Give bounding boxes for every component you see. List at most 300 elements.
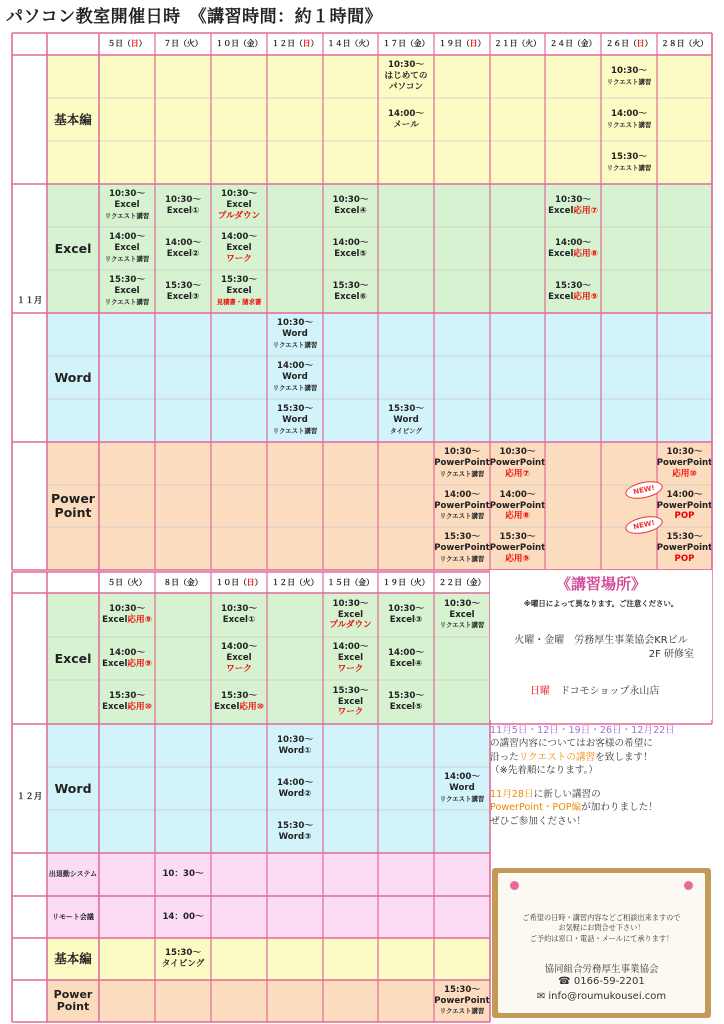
date-weekday: 火 [302,577,311,587]
session-cell[interactable] [434,767,490,810]
session-text: 14:00～ [277,777,313,788]
info-panel [490,724,712,858]
session-text: ワーク [337,663,364,674]
session-text: 応用⑨ [505,553,530,564]
session-text: リクエスト講習 [439,1007,485,1016]
date-weekday: 火 [692,39,701,49]
session-text: パソコン [388,81,424,92]
session-text: 15:30～ [499,532,536,543]
session-text: 15:30～ [277,404,313,415]
session-text: 応用⑦ [505,468,530,479]
session-text: Excel [548,291,574,302]
session-text: 14:00～ [332,237,369,248]
session-cell[interactable] [99,184,155,227]
session-text: 10:30～ [555,194,591,205]
session-text: Word [282,329,308,340]
session-text: Excel⑤ [334,248,367,259]
date-weekday: 火 [413,577,422,587]
date-day: １４日（ [327,39,359,49]
contact-board [492,868,711,1018]
session-text: 15:30～ [165,948,201,959]
phone-number[interactable]: ☎ 0166-59-2201 [558,976,645,987]
date-day: ２４日（ [549,39,581,49]
session-text: 14:00～ [666,489,703,500]
info-text: 沿った [490,751,519,763]
venue-sunday-place: ドコモショップ永山店 [560,686,660,697]
date-weekday: 火 [358,39,367,49]
session-text: Word [449,783,475,794]
date-header: ５日（火） [107,577,147,587]
session-cell[interactable] [490,527,545,570]
session-cell[interactable] [211,270,267,313]
session-text: リクエスト講習 [104,254,150,263]
date-weekday: 金 [580,39,589,49]
date-weekday: 金 [186,577,195,587]
venue-panel [490,570,712,720]
session-text: Excel [337,696,364,707]
session-text: POP [674,511,695,522]
session-cell[interactable] [267,810,323,853]
date-header: １０日（日） [215,577,263,587]
session-text: 15:30～ [221,275,257,286]
session-text: 見積書・請求書 [216,297,262,306]
session-text: リクエスト講習 [272,426,318,435]
session-cell[interactable] [323,680,378,724]
session-text: リクエスト講習 [439,794,485,803]
session-text: 14:00～ [221,642,257,653]
category-label: 基本編 [54,951,92,967]
session-cell[interactable] [323,227,378,270]
date-weekday: 日 [302,39,311,49]
session-text: 10:30～ [277,734,313,745]
session-text: 10:30～ [666,447,703,458]
session-text-highlight: 応用⑩ [239,702,264,712]
date-day: ５日（ [107,39,131,49]
session-text: Excel③ [389,615,423,625]
session-cell[interactable] [211,680,267,724]
date-day: ５日（ [107,577,131,587]
session-cell[interactable] [378,637,434,680]
date-day: ２８日（ [661,39,693,49]
category-label: Excel [54,650,92,666]
pin-icon [510,881,519,890]
date-day: １０日（ [215,39,247,49]
session-text: Excel [114,243,140,254]
session-cell[interactable] [378,55,434,98]
date-day: ２２日（ [438,577,470,587]
date-weekday: 日 [636,39,645,49]
session-text: 応用⑧ [505,511,530,522]
session-text: 15:30～ [611,151,647,162]
session-text: Excel [337,609,364,620]
session-text: PowerPoint [490,500,545,511]
date-header: １５日（金） [327,577,374,587]
session-cell[interactable] [267,724,323,767]
category-band [47,980,490,1022]
session-cell[interactable] [490,485,545,527]
session-text: ワーク [337,707,364,718]
info-highlight: リクエストの講習 [518,751,596,763]
session-text-highlight: 応用⑨ [127,615,152,625]
session-text: 15:30～ [666,532,703,543]
session-text-highlight: 応用⑨ [127,658,152,669]
session-text: Excel [548,248,574,259]
venue-room-label: 2F 研修室 [648,648,694,660]
session-cell[interactable] [434,442,490,485]
category-label: 基本編 [54,111,92,127]
date-day: １９日（ [382,577,414,587]
session-text: Excel② [166,248,200,259]
session-text: 10:30～ [332,194,369,205]
session-text: PowerPoint [434,995,490,1006]
info-text: を致します！ [595,751,653,763]
session-text: Excel③ [166,291,200,302]
category-band [47,896,490,938]
session-cell[interactable] [99,593,155,637]
session-cell[interactable] [601,98,657,141]
session-cell[interactable] [99,680,155,724]
date-day: ８日（ [163,577,187,587]
session-text: 10:30～ [332,598,369,609]
session-cell[interactable] [434,980,490,1022]
session-text: リクエスト講習 [606,77,652,86]
session-text-highlight: 応用⑦ [573,205,598,216]
session-cell[interactable] [378,680,434,724]
new-badge: NEW! [624,513,664,537]
session-text: 14:00～ [332,642,369,653]
venue-title: 《講習場所》 [555,575,646,593]
session-text: 10:30～ [444,447,480,458]
session-text: Word② [278,788,312,799]
session-cell[interactable] [267,767,323,810]
session-text: タイピング [390,426,422,435]
contact-line: ご予約は窓口・電話・メールにて承ります！ [529,933,674,943]
session-text: PowerPoint [657,543,712,554]
date-header: ２４日（金） [549,39,597,49]
date-weekday: 金 [246,39,255,49]
session-text: 10:30～ [109,189,145,200]
session-cell[interactable] [657,527,712,570]
contact-message [498,913,705,944]
session-text: 14:00～ [109,232,145,243]
category-label: Word [54,780,92,796]
session-cell[interactable] [267,313,323,356]
session-text-highlight: 応用⑨ [573,291,598,302]
date-header: １４日（火） [327,39,374,49]
date-header: ２６日（日） [605,39,653,49]
venue-sunday-label: 日曜 [530,686,550,697]
month-label: １２月 [16,791,43,802]
date-day: １２日（ [271,577,303,587]
session-text: 10:30～ [221,189,257,200]
venue-note: ※曜日によって異なります。ご注意ください。 [523,599,679,608]
session-text: リクエスト講習 [104,211,150,220]
session-text: リクエスト講習 [606,120,652,129]
date-weekday: 日 [469,39,478,49]
session-text: Word [393,415,419,426]
session-text: 14:00～ [499,489,536,500]
session-text: Excel [226,653,252,664]
contact-line: ご希望の日時・講習内容などご相談出来ますので [522,913,681,922]
session-text: Excel [548,205,574,216]
date-day: ２１日（ [494,39,526,49]
session-cell[interactable] [99,227,155,270]
session-text: 10:30～ [109,604,145,615]
session-text: Excel [114,286,140,297]
date-header: １９日（日） [438,39,486,49]
category-band [47,853,490,896]
date-weekday: 日 [130,39,139,49]
session-text-highlight: 応用⑩ [127,702,152,712]
session-text: 10:30～ [388,604,424,615]
session-text: PowerPoint [490,543,545,554]
session-cell[interactable] [155,270,211,313]
date-day: １７日（ [382,39,414,49]
session-text: 15:30～ [221,691,257,702]
session-cell[interactable] [545,184,601,227]
session-text: Word③ [278,831,312,842]
session-text: リクエスト講習 [439,469,485,478]
session-text: 14:00～ [444,772,480,783]
session-text: 14:00～ [221,232,257,243]
session-text: リクエスト講習 [439,554,485,563]
session-text: プルダウン [217,210,261,221]
category-band [47,442,712,570]
session-cell[interactable] [323,593,378,637]
session-text: Excel [214,702,240,712]
date-day: １０日（ [215,577,247,587]
session-text: Excel [114,200,140,211]
date-header: １７日（金） [382,39,430,49]
date-header: ５日（日） [107,39,147,49]
date-weekday: 金 [413,39,422,49]
date-day: １２日（ [271,39,303,49]
session-cell[interactable] [434,593,490,637]
session-text: 14:00～ [555,237,591,248]
date-weekday: 金 [358,577,367,587]
session-text: 15:30～ [388,404,424,415]
category-label: Power Point [51,491,95,520]
session-text: Excel① [222,615,256,625]
session-text: PowerPoint [434,500,490,511]
session-cell[interactable] [155,184,211,227]
session-text: PowerPoint [490,458,545,469]
date-day: １９日（ [438,39,470,49]
contact-line: お気軽にお問合せ下さい！ [558,923,645,933]
contact-paper [498,873,705,1013]
session-text: リクエスト講習 [439,512,485,521]
category-label: 出退勤システム [48,870,98,879]
session-text: 10:30～ [388,60,424,71]
date-weekday: 火 [525,39,534,49]
session-cell[interactable] [323,184,378,227]
session-text: 15:30～ [332,685,369,696]
organization-name: 協同組合労務厚生事業協会 [544,964,659,975]
category-label: Word [54,369,92,385]
session-cell[interactable] [545,227,601,270]
session-cell[interactable] [155,896,211,938]
session-text: Excel [337,653,364,664]
session-cell[interactable] [378,399,434,442]
session-cell[interactable] [99,270,155,313]
date-header: １９日（火） [382,577,430,587]
session-text: POP [674,553,695,564]
session-text: 10:30～ [499,447,536,458]
date-day: ２６日（ [605,39,637,49]
session-text: リクエスト講習 [439,621,485,630]
session-text: リクエスト講習 [272,340,318,349]
pin-icon [684,881,693,890]
date-header: ８日（金） [163,577,203,587]
session-text: 14:00～ [611,108,647,119]
session-text: Excel [226,243,252,254]
session-text: 10:30～ [277,318,313,329]
session-text: 10:30～ [165,194,201,205]
date-header: １２日（火） [271,577,319,587]
session-cell[interactable] [545,270,601,313]
session-text: Excel [226,200,252,211]
category-label: リモート会議 [52,912,94,921]
email-address[interactable]: ✉ info@roumukousei.com [536,991,667,1002]
session-text: Word [282,415,308,426]
date-weekday: 金 [469,577,478,587]
session-text: 10:30～ [221,604,257,615]
session-text: Excel [102,702,128,712]
session-text: リクエスト講習 [104,297,150,306]
date-header: １０日（金） [215,39,263,49]
session-cell[interactable] [267,356,323,399]
session-cell[interactable] [99,637,155,680]
session-cell[interactable] [490,442,545,485]
session-text: Excel [102,615,128,625]
session-text: Excel④ [389,658,423,669]
session-cell[interactable] [211,593,267,637]
session-text: 14:00～ [388,647,424,658]
session-text: ワーク [226,253,252,264]
venue-sunday [530,682,659,697]
session-text: Excel④ [334,205,367,216]
session-cell[interactable] [267,399,323,442]
session-text: メール [393,119,419,130]
session-cell[interactable] [155,853,211,896]
month-label: １１月 [16,296,43,307]
session-cell[interactable] [211,227,267,270]
session-text: 14:00～ [444,489,480,500]
session-cell[interactable] [378,593,434,637]
session-text: Excel⑥ [334,291,367,302]
session-cell[interactable] [657,442,712,485]
session-text: 14：00～ [162,911,204,922]
session-text-highlight: 応用⑧ [573,248,598,259]
category-label: Power Point [53,987,93,1013]
session-text: 15:30～ [332,280,369,291]
session-text: プルダウン [329,620,372,631]
date-header: ２１日（火） [494,39,541,49]
date-day: １５日（ [327,577,359,587]
date-day: ７日（ [163,39,187,49]
date-header: ２２日（金） [438,577,486,587]
session-text: 10:30～ [444,598,480,609]
session-text: 10：30～ [162,869,204,880]
info-line: ぜひご参加ください！ [490,815,586,827]
session-cell[interactable] [601,141,657,184]
venue-day-label: 火曜・金曜 [514,635,565,646]
session-text: 15:30～ [109,691,145,702]
info-dates: 11月5日・12日・19日・26日・12月22日 [490,725,675,736]
category-label: Excel [54,240,92,256]
session-text: リクエスト講習 [272,383,318,392]
session-text: ワーク [226,663,252,674]
session-cell[interactable] [434,485,490,527]
session-text: Excel [102,658,128,669]
session-cell[interactable] [434,527,490,570]
session-cell[interactable] [657,485,712,527]
category-band [47,938,490,980]
session-cell[interactable] [155,227,211,270]
session-cell[interactable] [323,270,378,313]
session-text: Excel [449,609,475,620]
session-text: Excel⑤ [389,702,423,712]
session-text: PowerPoint [657,500,712,511]
session-text: タイピング [161,959,205,969]
session-text: リクエスト講習 [606,163,652,172]
session-text: PowerPoint [434,543,490,554]
session-text: 15:30～ [109,275,145,286]
session-text: 15:30～ [277,820,313,831]
session-text: 応用⑩ [672,468,697,479]
session-cell[interactable] [155,938,211,980]
date-header: ７日（火） [163,39,203,49]
page-title: パソコン教室開催日時 《講習時間：約１時間》 [6,7,383,27]
session-text: Excel① [166,205,200,216]
info-highlight: 11月28日 [490,788,534,800]
session-text: はじめての [384,71,428,82]
date-weekday: 日 [246,577,255,587]
info-highlight: PowerPoint・POP編 [490,802,582,814]
date-weekday: 火 [186,39,195,49]
session-cell[interactable] [211,184,267,227]
date-weekday: 火 [130,577,139,587]
session-text: 14:00～ [388,108,424,119]
info-line: （※先着順になります。） [490,765,599,777]
date-header: １２日（日） [271,39,319,49]
venue-place-label: 労務厚生事業協会KRビル [574,635,688,646]
info-text: が加わりました！ [581,802,658,814]
session-cell[interactable] [323,637,378,680]
session-text: Excel [226,286,252,297]
session-text: 14:00～ [109,647,145,658]
session-text: 14:00～ [277,361,313,372]
session-text: 15:30～ [444,532,480,543]
venue-weekday [502,634,700,661]
session-cell[interactable] [601,55,657,98]
session-text: PowerPoint [657,458,712,469]
session-text: 15:30～ [165,280,201,291]
session-text: Word [282,372,308,383]
session-text: Word① [278,745,312,756]
session-text: 15:30～ [388,691,424,702]
info-line: の講習内容についてはお客様の希望に [490,738,653,750]
session-text: 15:30～ [555,280,591,291]
session-text: 15:30～ [444,984,480,995]
session-text: PowerPoint [434,458,490,469]
info-text: に新しい講習の [533,788,601,800]
session-cell[interactable] [378,98,434,141]
session-cell[interactable] [211,637,267,680]
session-text: 14:00～ [165,237,201,248]
new-badge: NEW! [624,478,664,502]
date-header: ２８日（火） [661,39,708,49]
